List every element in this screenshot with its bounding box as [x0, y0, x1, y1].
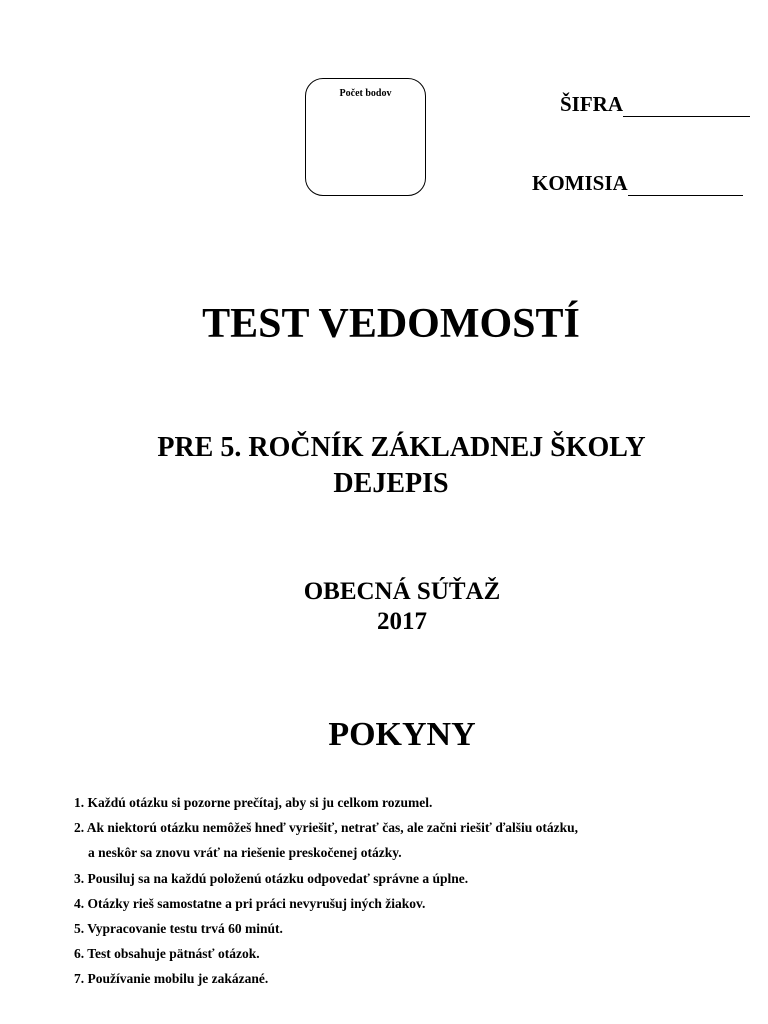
year-heading: 2017: [377, 608, 427, 635]
sifra-blank-line: [623, 98, 750, 117]
instruction-item: 1. Každú otázku si pozorne prečítaj, aby si ju celkom rozumel.: [74, 795, 433, 810]
instructions-list: [74, 794, 578, 996]
instructions-heading: POKYNY: [328, 716, 476, 753]
contest-heading: OBECNÁ SÚŤAŽ: [303, 578, 501, 605]
instruction-item: 6. Test obsahuje pätnásť otázok.: [74, 946, 260, 962]
instruction-item-continuation: a neskôr sa znovu vráť na riešenie preskočenej otázky.: [88, 845, 402, 861]
subject-heading: DEJEPIS: [333, 468, 449, 499]
komisia-label: KOMISIA: [532, 171, 628, 195]
grade-heading: PRE 5. ROČNÍK ZÁKLADNEJ ŠKOLY: [157, 432, 646, 463]
main-title: TEST VEDOMOSTÍ: [202, 301, 580, 347]
instruction-item: 3. Pousiluj sa na každú položenú otázku odpovedať správne a úplne.: [74, 870, 469, 886]
instruction-item: 2. Ak niektorú otázku nemôžeš hneď vyriešiť, netrať čas, ale začni riešiť ďalšiu otázku,: [74, 820, 579, 836]
komisia-blank-line: [628, 177, 743, 196]
score-box: [305, 78, 426, 196]
instruction-item: 7. Používanie mobilu je zakázané.: [74, 971, 269, 987]
instruction-item: 4. Otázky rieš samostatne a pri práci nevyrušuj iných žiakov.: [74, 895, 426, 911]
komisia-field: [532, 171, 743, 196]
sifra-field: [560, 92, 750, 117]
sifra-label: ŠIFRA: [560, 92, 624, 116]
instruction-item: 5. Vypracovanie testu trvá 60 minút.: [74, 920, 283, 936]
score-box-label: Počet bodov: [339, 88, 392, 99]
